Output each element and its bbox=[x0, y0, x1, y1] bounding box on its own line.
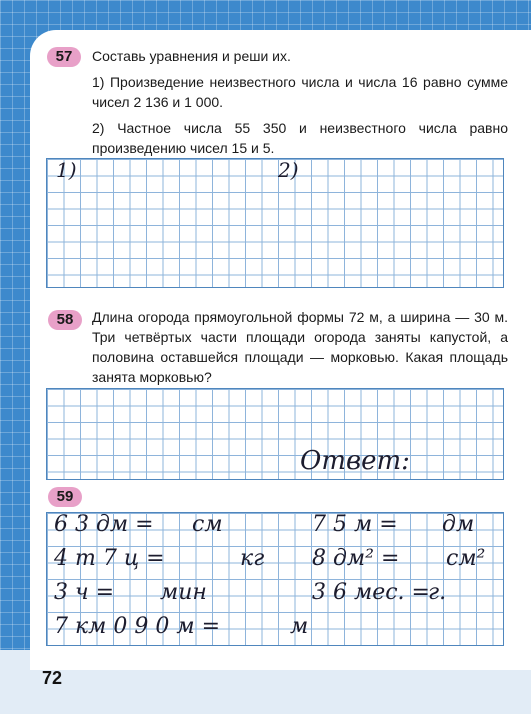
task-57-badge: 57 bbox=[47, 47, 81, 67]
task-57-hw-label-2: 2) bbox=[278, 158, 299, 182]
task-59-row1-right: 7 5 м = bbox=[312, 512, 398, 537]
task-58-grid[interactable] bbox=[46, 388, 504, 480]
left-background bbox=[0, 0, 34, 714]
task-57-text bbox=[92, 46, 508, 158]
task-58-text: Длина огорода прямоугольной формы 72 м, а ширина — 30 м. Три четвёртых части площади огорода заняты капустой, а половина оставшейся площади — морковью. Какая площадь занята морковью? bbox=[92, 309, 508, 385]
task-59-row1-right-unit: дм bbox=[442, 512, 475, 537]
task-59-badge: 59 bbox=[48, 487, 82, 507]
task-59-row3-left-unit: мин bbox=[160, 580, 207, 605]
task-57-hw-label-1: 1) bbox=[56, 158, 77, 182]
task-58-badge: 58 bbox=[48, 310, 82, 330]
task-59-row2-left: 4 т 7 ц = bbox=[54, 546, 165, 571]
task-59-row3-right: 3 6 мес. = bbox=[312, 580, 430, 605]
task-58-answer-label: Ответ: bbox=[300, 446, 410, 476]
task-57-grid[interactable] bbox=[46, 158, 504, 288]
task-59-row2-right-unit: см² bbox=[446, 546, 486, 571]
task-59-row1-left-unit: см bbox=[192, 512, 223, 537]
task-59-row2-left-unit: кг bbox=[240, 546, 265, 571]
task-59-row4-right: м bbox=[290, 614, 309, 639]
task-57-title: Составь уравнения и реши их. bbox=[92, 48, 291, 64]
task-59-row2-right: 8 дм² = bbox=[312, 546, 400, 571]
task-59-row3-left: 3 ч = bbox=[54, 580, 115, 605]
task-59-row1-left: 6 3 дм = bbox=[54, 512, 154, 537]
task-59-row3-right-unit: г. bbox=[428, 580, 447, 605]
task-59-row4-left: 7 км 0 9 0 м = bbox=[54, 614, 220, 639]
task-57-item-1: 1) Произведение неизвестного числа и числа 16 равно сумме чисел 2 136 и 1 000. bbox=[92, 74, 508, 110]
task-57-item-2: 2) Частное числа 55 350 и неизвестного числа равно произведению чисел 15 и 5. bbox=[92, 120, 508, 156]
page-number: 72 bbox=[42, 668, 63, 688]
